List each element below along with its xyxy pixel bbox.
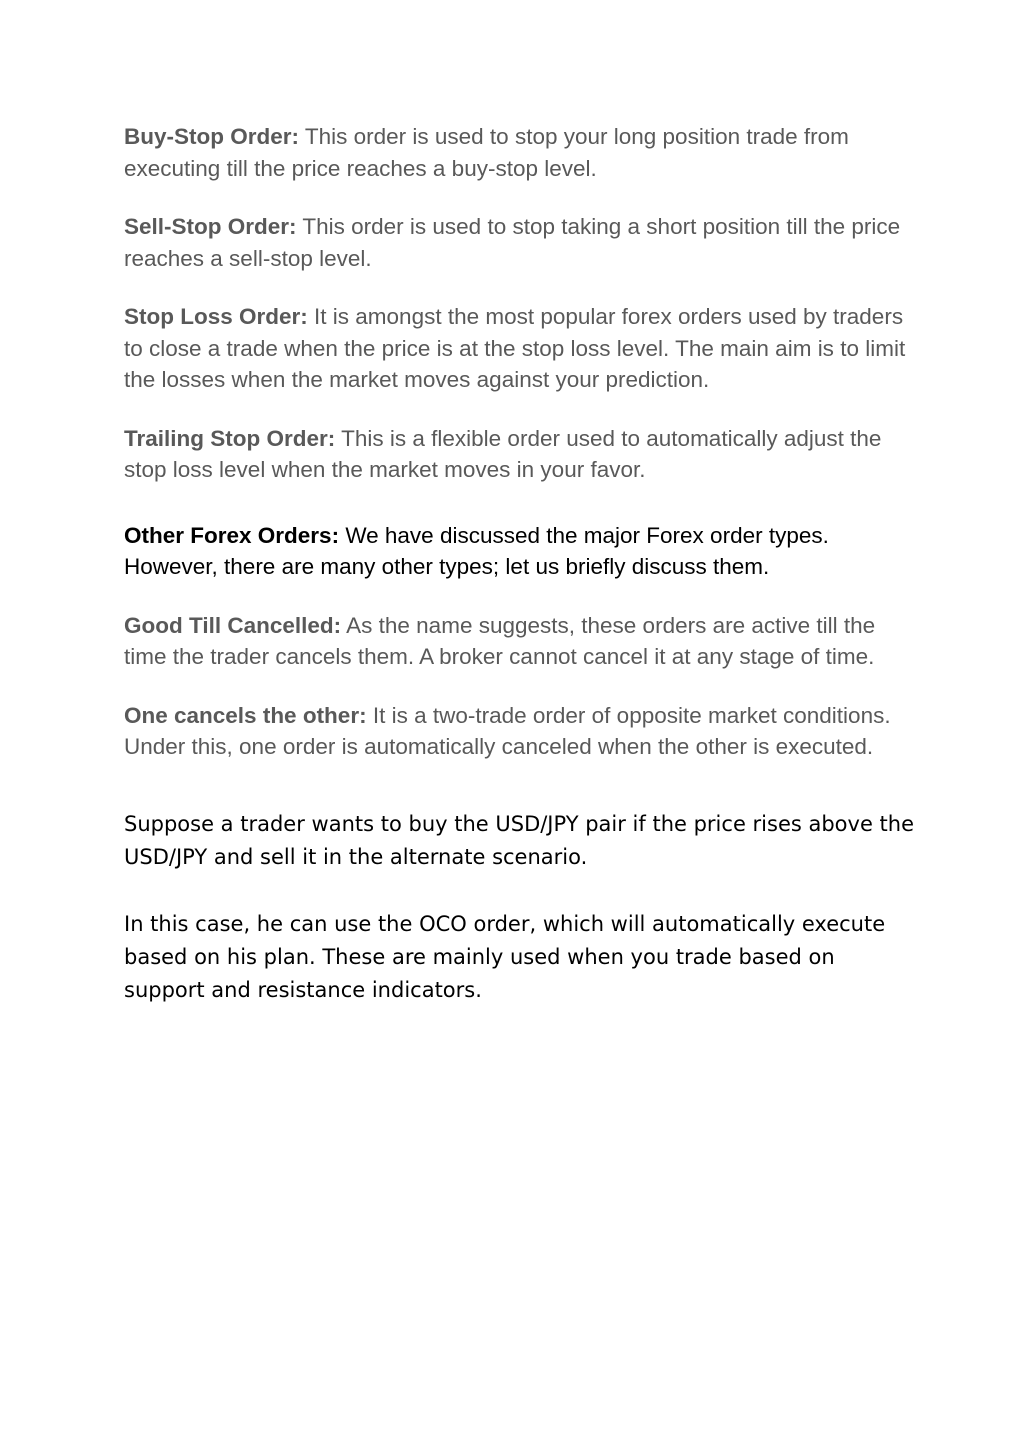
paragraph-buy-stop-order [124,121,914,184]
paragraph-oco-order-usage: In this case, he can use the OCO order, which will automatically execute based on his plan. These are mainly used when you trade based on support and resistance indicators. [124,911,886,1002]
paragraph-gap [124,790,914,808]
definition-other-forex-orders: We have discussed the major Forex order types. However, there are many other types; let us briefly discuss them. [124,522,829,579]
paragraph-usd-jpy-example: Suppose a trader wants to buy the USD/JPY pair if the price rises above the USD/JPY and sell it in the alternate scenario. [124,811,915,869]
paragraph-sell-stop-order [124,211,914,274]
definition-sell-stop-order: This order is used to stop taking a short position till the price reaches a sell-stop level. [124,214,901,271]
paragraph-trailing-stop-order [124,423,914,486]
term-stop-loss-order: Stop Loss Order: [124,304,308,329]
definition-one-cancels-the-other: It is a two-trade order of opposite market conditions. Under this, one order is automatically canceled when the other is executed. [124,702,891,759]
term-trailing-stop-order: Trailing Stop Order: [124,425,336,451]
term-one-cancels-the-other: One cancels the other: [124,702,367,728]
paragraph-other-forex-orders [124,520,914,583]
paragraph-gap [124,874,914,908]
paragraph-good-till-cancelled [124,610,914,673]
term-good-till-cancelled: Good Till Cancelled: [124,612,342,638]
definition-good-till-cancelled: As the name suggests, these orders are active till the time the trader cancels them. A broker cannot cancel it at any stage of time. [124,612,876,669]
paragraph-stop-loss-order [124,301,914,396]
definition-trailing-stop-order: This is a flexible order used to automatically adjust the stop loss level when the market moves in your favor. [124,425,882,482]
paragraph-one-cancels-the-other [124,700,914,763]
term-buy-stop-order: Buy-Stop Order: [124,124,300,149]
term-sell-stop-order: Sell-Stop Order: [124,214,297,239]
definition-buy-stop-order: This order is used to stop your long position trade from executing till the price reaches a buy-stop level. [124,124,849,181]
term-other-forex-orders: Other Forex Orders: [124,522,340,548]
definition-stop-loss-order: It is amongst the most popular forex orders used by traders to close a trade when the price is at the stop loss level. The main aim is to limit the losses when the market moves against your prediction. [124,304,906,392]
document-body [124,121,914,1007]
